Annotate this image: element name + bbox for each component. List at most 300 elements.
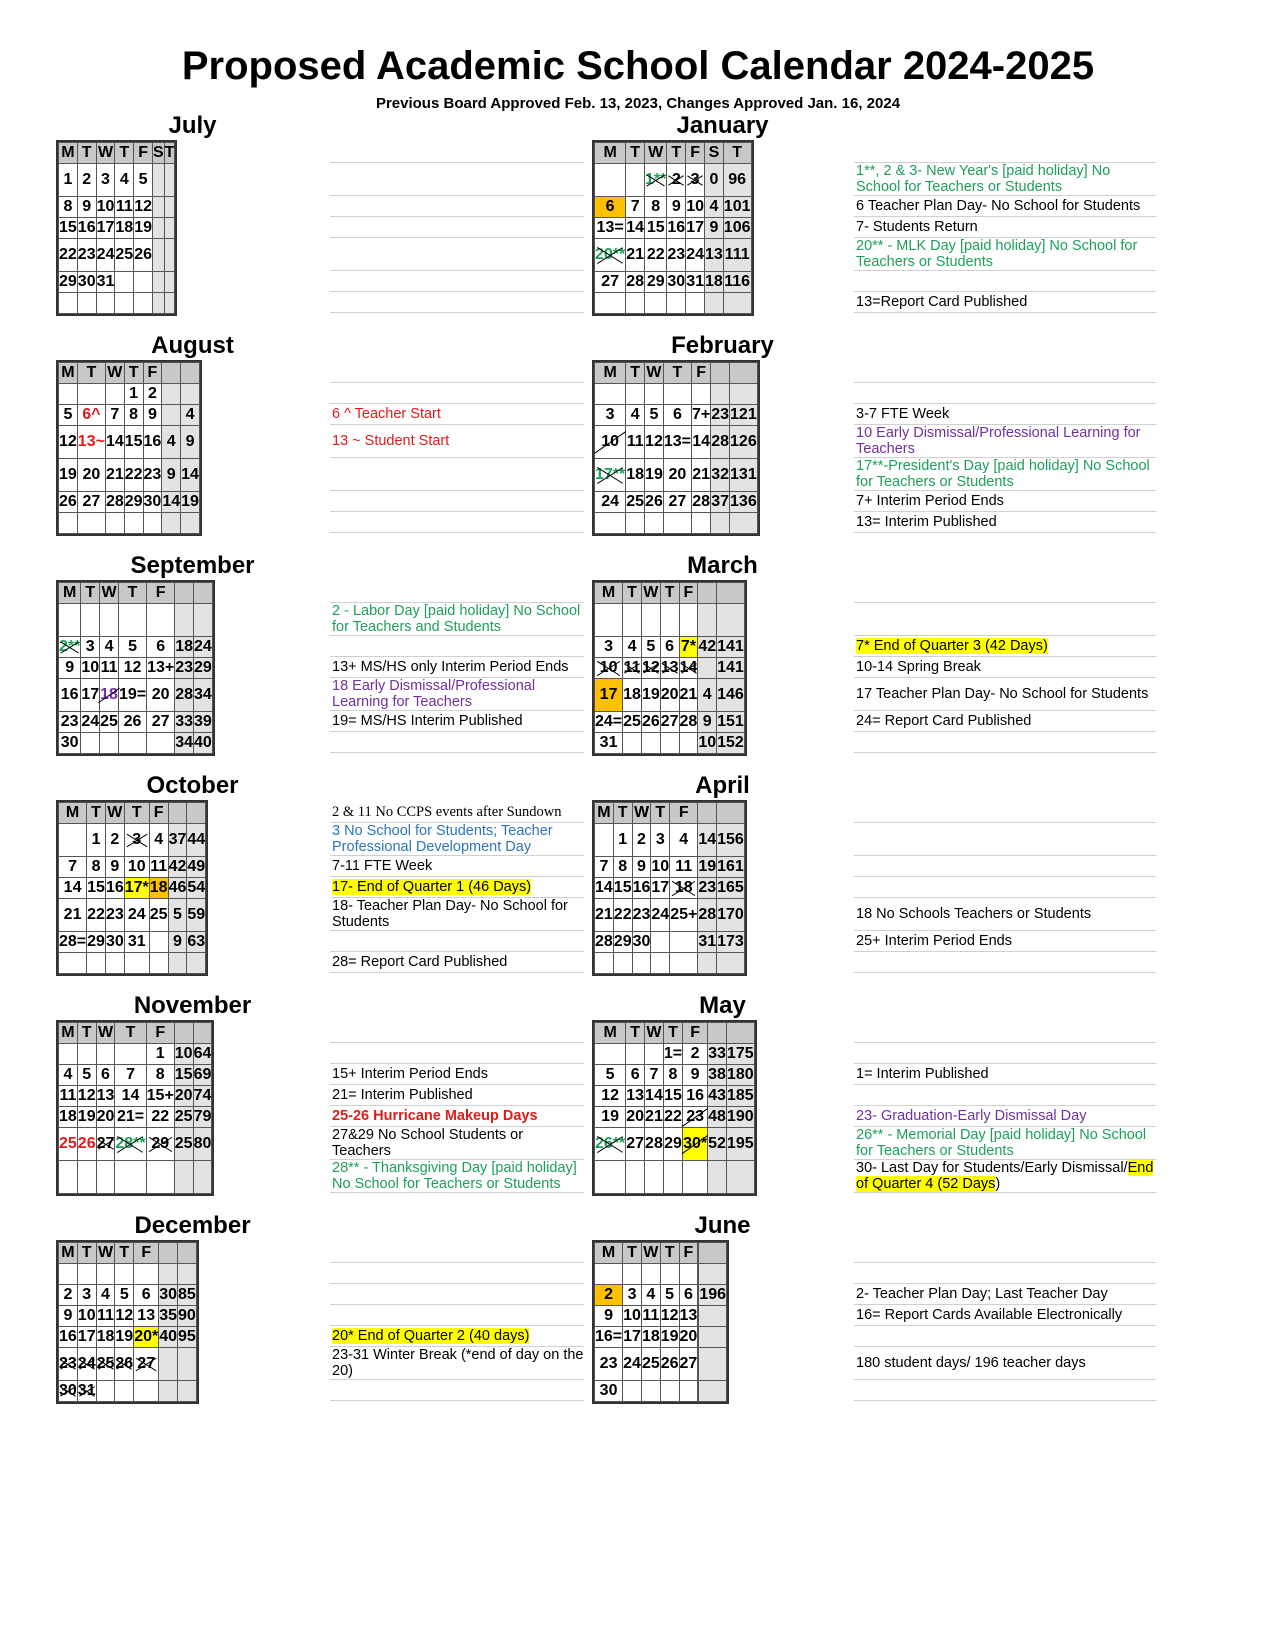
note-line bbox=[854, 1085, 1156, 1106]
day-cell: 30 bbox=[632, 932, 651, 953]
weekday-header: W bbox=[105, 803, 124, 824]
teacher-day-count: 39 bbox=[194, 712, 213, 733]
teacher-day-count: 64 bbox=[193, 1044, 212, 1065]
weekday-header-row bbox=[595, 583, 745, 604]
teacher-day-count bbox=[164, 239, 175, 272]
day-cell: 14 bbox=[679, 658, 698, 679]
week-row bbox=[59, 1128, 212, 1161]
day-cell: 9 bbox=[595, 1306, 623, 1327]
calendar-note: 13=Report Card Published bbox=[856, 294, 1028, 310]
day-cell bbox=[143, 513, 162, 534]
day-cell bbox=[623, 604, 642, 637]
day-cell: 21 bbox=[105, 459, 124, 492]
day-cell bbox=[623, 1264, 642, 1285]
student-day-count: 13 bbox=[705, 239, 724, 272]
day-cell bbox=[118, 604, 146, 637]
day-cell: 2 bbox=[667, 164, 686, 197]
day-cell: 20 bbox=[626, 1107, 645, 1128]
day-cell: 12 bbox=[77, 1086, 96, 1107]
day-cell: 19 bbox=[115, 1327, 134, 1348]
day-cell: 28 bbox=[105, 492, 124, 513]
day-cell: 24 bbox=[96, 239, 115, 272]
month-title: May bbox=[699, 992, 746, 1019]
day-cell: 25 bbox=[100, 712, 119, 733]
note-line bbox=[854, 802, 1156, 823]
day-cell: 12 bbox=[645, 426, 664, 459]
weekday-header: F bbox=[147, 583, 175, 604]
teacher-day-count: 141 bbox=[717, 637, 745, 658]
day-cell: 8 bbox=[87, 857, 106, 878]
day-cell bbox=[124, 513, 143, 534]
weekday-header: T bbox=[115, 143, 134, 164]
day-cell: 19= bbox=[118, 679, 146, 712]
day-cell: 13 bbox=[679, 1306, 698, 1327]
day-cell: 3 bbox=[77, 1285, 96, 1306]
day-cell bbox=[623, 1381, 642, 1402]
day-cell bbox=[641, 1264, 660, 1285]
student-day-count: 38 bbox=[708, 1065, 727, 1086]
day-cell: 31 bbox=[595, 733, 623, 754]
teacher-day-count: 126 bbox=[730, 426, 758, 459]
weekday-header bbox=[698, 803, 717, 824]
weekday-header-row bbox=[59, 583, 213, 604]
day-cell: 25 bbox=[96, 1348, 115, 1381]
student-day-count: 0 bbox=[705, 164, 724, 197]
student-day-count: 28 bbox=[711, 426, 730, 459]
day-cell bbox=[118, 733, 146, 754]
note-line bbox=[330, 1127, 584, 1160]
weekday-header: F bbox=[670, 803, 698, 824]
weekday-header: T bbox=[623, 583, 642, 604]
calendar-note: 15+ Interim Period Ends bbox=[332, 1066, 488, 1082]
note-line bbox=[854, 362, 1156, 383]
day-cell: 26 bbox=[118, 712, 146, 733]
day-cell bbox=[670, 953, 698, 974]
day-cell: 10 bbox=[651, 857, 670, 878]
weekday-header-row bbox=[595, 1243, 727, 1264]
weekday-header: M bbox=[595, 143, 626, 164]
calendar-note: 10 Early Dismissal/Professional Learning for Teachers bbox=[856, 425, 1141, 457]
note-line bbox=[854, 1043, 1156, 1064]
day-cell: 1 bbox=[613, 824, 632, 857]
day-cell: 27 bbox=[595, 272, 626, 293]
teacher-day-count bbox=[726, 1161, 754, 1194]
day-cell: 15 bbox=[663, 1086, 682, 1107]
week-row bbox=[595, 932, 745, 953]
weekday-header: F bbox=[691, 363, 710, 384]
student-day-count bbox=[175, 604, 194, 637]
day-cell: 30 bbox=[595, 1381, 623, 1402]
day-cell: 24= bbox=[595, 712, 623, 733]
day-cell: 29 bbox=[663, 1128, 682, 1161]
student-day-count: 33 bbox=[708, 1044, 727, 1065]
teacher-day-count: 165 bbox=[717, 878, 745, 899]
student-day-count bbox=[159, 1381, 178, 1402]
note-line bbox=[854, 1022, 1156, 1043]
weekday-header: W bbox=[641, 1243, 660, 1264]
student-day-count: 10 bbox=[698, 733, 717, 754]
month-table bbox=[58, 802, 206, 974]
day-cell: 7+ bbox=[691, 405, 710, 426]
note-line bbox=[330, 1347, 584, 1380]
week-row bbox=[595, 405, 758, 426]
weekday-header: T bbox=[77, 1243, 96, 1264]
day-cell: 23 bbox=[595, 1348, 623, 1381]
day-cell bbox=[645, 513, 664, 534]
week-row bbox=[595, 1107, 755, 1128]
day-cell: 29 bbox=[613, 932, 632, 953]
day-cell bbox=[626, 384, 645, 405]
note-line bbox=[854, 877, 1156, 898]
day-cell bbox=[96, 1381, 115, 1402]
day-cell: 21 bbox=[691, 459, 710, 492]
weekday-header: M bbox=[59, 803, 87, 824]
day-cell: 29 bbox=[124, 492, 143, 513]
week-row bbox=[595, 637, 745, 658]
weekday-header bbox=[187, 803, 206, 824]
week-row bbox=[59, 899, 206, 932]
day-cell bbox=[115, 1161, 146, 1194]
teacher-day-count bbox=[699, 1381, 727, 1402]
day-cell bbox=[645, 1161, 664, 1194]
note-line bbox=[330, 458, 584, 491]
week-row bbox=[59, 679, 213, 712]
note-line bbox=[854, 491, 1156, 512]
day-cell: 7 bbox=[645, 1065, 664, 1086]
note-line bbox=[854, 196, 1156, 217]
weekday-header-row bbox=[595, 803, 745, 824]
day-cell: 28** bbox=[115, 1128, 146, 1161]
day-cell: 22 bbox=[146, 1107, 174, 1128]
day-cell bbox=[632, 953, 651, 974]
calendar-note: 2- Teacher Plan Day; Last Teacher Day bbox=[856, 1286, 1108, 1302]
note-line bbox=[330, 678, 584, 711]
teacher-day-count: 131 bbox=[730, 459, 758, 492]
weekday-header-row bbox=[59, 803, 206, 824]
day-cell bbox=[691, 513, 710, 534]
day-cell bbox=[59, 1264, 78, 1285]
note-line bbox=[854, 856, 1156, 877]
week-row bbox=[59, 492, 200, 513]
day-cell: 24 bbox=[81, 712, 100, 733]
day-cell bbox=[595, 604, 623, 637]
weekday-header: F bbox=[686, 143, 705, 164]
day-cell: 29 bbox=[59, 272, 78, 293]
day-cell: 5 bbox=[595, 1065, 626, 1086]
calendar-note: 20** - MLK Day [paid holiday] No School for Teachers or Students bbox=[856, 238, 1138, 270]
calendar-note: 28** - Thanksgiving Day [paid holiday] No School for Teachers or Students bbox=[332, 1160, 577, 1192]
student-day-count: 33 bbox=[175, 712, 194, 733]
note-line bbox=[330, 877, 584, 898]
day-cell: 25 bbox=[623, 712, 642, 733]
week-row bbox=[59, 218, 175, 239]
day-cell bbox=[134, 272, 153, 293]
teacher-day-count: 44 bbox=[187, 824, 206, 857]
day-cell: 18 bbox=[626, 459, 645, 492]
month-title: February bbox=[671, 332, 774, 359]
month-title: January bbox=[676, 112, 769, 139]
week-row bbox=[595, 604, 745, 637]
calendar-note: 13= Interim Published bbox=[856, 514, 997, 530]
note-line bbox=[854, 1160, 1156, 1193]
weekday-header: T bbox=[115, 1023, 146, 1044]
teacher-day-count: 63 bbox=[187, 932, 206, 953]
weekday-header: F bbox=[679, 583, 698, 604]
day-cell bbox=[146, 1161, 174, 1194]
day-cell: 21 bbox=[59, 899, 87, 932]
teacher-day-count: 19 bbox=[181, 492, 200, 513]
teacher-day-count: 95 bbox=[178, 1327, 197, 1348]
day-cell: 30 bbox=[59, 733, 81, 754]
day-cell: 20 bbox=[660, 679, 679, 712]
day-cell: 26 bbox=[59, 492, 78, 513]
teacher-day-count bbox=[164, 272, 175, 293]
week-row bbox=[595, 1348, 727, 1381]
student-day-count: 35 bbox=[159, 1306, 178, 1327]
weekday-header: F bbox=[679, 1243, 698, 1264]
day-cell: 27 bbox=[679, 1348, 698, 1381]
day-cell: 2 bbox=[59, 1285, 78, 1306]
day-cell bbox=[77, 384, 105, 405]
note-line bbox=[854, 732, 1156, 753]
week-row bbox=[595, 878, 745, 899]
note-line bbox=[330, 1284, 584, 1305]
day-cell: 5 bbox=[134, 164, 153, 197]
teacher-day-count bbox=[181, 384, 200, 405]
student-day-count: 18 bbox=[175, 637, 194, 658]
day-cell bbox=[663, 384, 691, 405]
student-day-count: 43 bbox=[708, 1086, 727, 1107]
day-cell bbox=[115, 293, 134, 314]
day-cell: 12 bbox=[595, 1086, 626, 1107]
day-cell bbox=[679, 1264, 698, 1285]
student-day-count: 19 bbox=[698, 857, 717, 878]
weekday-header bbox=[181, 363, 200, 384]
day-cell bbox=[595, 953, 614, 974]
teacher-day-count bbox=[194, 604, 213, 637]
note-line bbox=[330, 1043, 584, 1064]
week-row bbox=[59, 272, 175, 293]
day-cell: 25 bbox=[626, 492, 645, 513]
teacher-day-count bbox=[178, 1264, 197, 1285]
note-line bbox=[330, 582, 584, 603]
calendar-note: 21= Interim Published bbox=[332, 1087, 473, 1103]
week-row bbox=[595, 824, 745, 857]
day-cell: 12 bbox=[115, 1306, 134, 1327]
teacher-day-count bbox=[164, 197, 175, 218]
weekday-header: F bbox=[683, 1023, 708, 1044]
day-cell: 12 bbox=[134, 197, 153, 218]
student-day-count: 30 bbox=[159, 1285, 178, 1306]
weekday-header: T bbox=[77, 1023, 96, 1044]
weekday-header: F bbox=[143, 363, 162, 384]
day-cell: 15 bbox=[124, 426, 143, 459]
note-line bbox=[854, 512, 1156, 533]
weekday-header-row bbox=[59, 143, 175, 164]
month-table bbox=[594, 1242, 727, 1402]
student-day-count bbox=[698, 953, 717, 974]
day-cell: 2 bbox=[105, 824, 124, 857]
month-table bbox=[58, 582, 213, 754]
note-line bbox=[854, 1326, 1156, 1347]
note-line bbox=[330, 952, 584, 973]
day-cell: 5 bbox=[115, 1285, 134, 1306]
teacher-day-count: 49 bbox=[187, 857, 206, 878]
teacher-day-count bbox=[164, 293, 175, 314]
month-title: July bbox=[168, 112, 217, 139]
day-cell: 31 bbox=[96, 272, 115, 293]
weekday-header bbox=[699, 1243, 727, 1264]
student-day-count bbox=[162, 384, 181, 405]
note-line bbox=[330, 823, 584, 856]
weekday-header bbox=[726, 1023, 754, 1044]
day-cell: 3 bbox=[595, 637, 623, 658]
calendar-note: 23- Graduation-Early Dismissal Day bbox=[856, 1108, 1087, 1124]
page-subtitle: Previous Board Approved Feb. 13, 2023, Changes Approved Jan. 16, 2024 bbox=[375, 95, 901, 112]
day-cell: 30 bbox=[143, 492, 162, 513]
week-row bbox=[595, 272, 752, 293]
day-cell bbox=[149, 932, 168, 953]
weekday-header: M bbox=[59, 143, 78, 164]
weekday-header bbox=[193, 1023, 212, 1044]
day-cell: 27 bbox=[134, 1348, 159, 1381]
day-cell: 26 bbox=[134, 239, 153, 272]
weekday-header: T bbox=[667, 143, 686, 164]
day-cell bbox=[623, 733, 642, 754]
note-line bbox=[330, 931, 584, 952]
weekday-header: M bbox=[59, 583, 81, 604]
calendar-note: 10-14 Spring Break bbox=[856, 659, 981, 675]
note-line bbox=[854, 1106, 1156, 1127]
day-cell: 19 bbox=[641, 679, 660, 712]
month-title: November bbox=[133, 992, 252, 1019]
day-cell: 20** bbox=[595, 239, 626, 272]
day-cell: 20 bbox=[147, 679, 175, 712]
week-row bbox=[595, 899, 745, 932]
day-cell: 28 bbox=[626, 272, 645, 293]
week-row bbox=[59, 293, 175, 314]
day-cell bbox=[149, 953, 168, 974]
student-day-count: 4 bbox=[698, 679, 717, 712]
day-cell: 17** bbox=[595, 459, 626, 492]
week-row bbox=[59, 197, 175, 218]
day-cell: 1= bbox=[663, 1044, 682, 1065]
week-row bbox=[59, 1348, 197, 1381]
note-line bbox=[330, 425, 584, 458]
day-cell: 4 bbox=[96, 1285, 115, 1306]
day-cell: 17* bbox=[124, 878, 149, 899]
day-cell: 22 bbox=[87, 899, 106, 932]
day-cell bbox=[595, 293, 626, 314]
teacher-day-count: 9 bbox=[181, 426, 200, 459]
day-cell: 24 bbox=[77, 1348, 96, 1381]
weekday-header: T bbox=[81, 583, 100, 604]
teacher-day-count: 111 bbox=[723, 239, 751, 272]
teacher-day-count: 106 bbox=[723, 218, 751, 239]
note-line bbox=[854, 404, 1156, 425]
week-row bbox=[59, 604, 213, 637]
note-line bbox=[330, 491, 584, 512]
student-day-count: 15 bbox=[174, 1065, 193, 1086]
note-line bbox=[330, 1085, 584, 1106]
day-cell: 2 bbox=[143, 384, 162, 405]
weekday-header bbox=[711, 363, 730, 384]
month-title: March bbox=[687, 552, 758, 579]
student-day-count: 14 bbox=[698, 824, 717, 857]
weekday-header: M bbox=[595, 1243, 623, 1264]
week-row bbox=[59, 1161, 212, 1194]
calendar-note: 7- Students Return bbox=[856, 219, 978, 235]
day-cell: 21 bbox=[679, 679, 698, 712]
day-cell: 23 bbox=[59, 712, 81, 733]
weekday-header: T bbox=[77, 143, 96, 164]
day-cell bbox=[626, 293, 645, 314]
day-cell: 13 bbox=[96, 1086, 115, 1107]
page-title: Proposed Academic School Calendar 2024-2025 bbox=[181, 44, 1095, 88]
day-cell: 5 bbox=[645, 405, 664, 426]
teacher-day-count: 34 bbox=[194, 679, 213, 712]
calendar-note: 19= MS/HS Interim Published bbox=[332, 713, 523, 729]
weekday-header: T bbox=[115, 1243, 134, 1264]
day-cell: 2** bbox=[59, 637, 81, 658]
week-row bbox=[59, 459, 200, 492]
weekday-header: T bbox=[77, 363, 105, 384]
day-cell: 18 bbox=[641, 1327, 660, 1348]
month-table bbox=[58, 1022, 212, 1194]
note-line bbox=[854, 142, 1156, 163]
calendar-note: 2 - Labor Day [paid holiday] No School for Teachers and Students bbox=[332, 603, 581, 635]
note-line bbox=[330, 163, 584, 196]
note-line bbox=[330, 142, 584, 163]
teacher-day-count: 152 bbox=[717, 733, 745, 754]
week-row bbox=[595, 1327, 727, 1348]
note-line bbox=[854, 657, 1156, 678]
note-line bbox=[330, 1022, 584, 1043]
day-cell: 6 bbox=[626, 1065, 645, 1086]
week-row bbox=[595, 459, 758, 492]
day-cell: 4 bbox=[626, 405, 645, 426]
week-row bbox=[59, 426, 200, 459]
day-cell: 3 bbox=[651, 824, 670, 857]
note-line bbox=[330, 1106, 584, 1127]
weekday-header: M bbox=[595, 363, 626, 384]
teacher-day-count: 141 bbox=[717, 658, 745, 679]
week-row bbox=[59, 239, 175, 272]
day-cell bbox=[667, 293, 686, 314]
day-cell bbox=[100, 604, 119, 637]
day-cell: 3 bbox=[96, 164, 115, 197]
day-cell bbox=[59, 384, 78, 405]
day-cell: 28 bbox=[691, 492, 710, 513]
student-day-count bbox=[174, 1161, 193, 1194]
day-cell: 21= bbox=[115, 1107, 146, 1128]
teacher-day-count bbox=[187, 953, 206, 974]
weekday-header: F bbox=[146, 1023, 174, 1044]
weekday-header: W bbox=[105, 363, 124, 384]
calendar-note: 17**-President's Day [paid holiday] No School for Teachers or Students bbox=[856, 458, 1150, 490]
student-day-count bbox=[152, 272, 164, 293]
week-row bbox=[59, 857, 206, 878]
teacher-day-count: 40 bbox=[194, 733, 213, 754]
day-cell: 23 bbox=[77, 239, 96, 272]
student-day-count bbox=[152, 239, 164, 272]
week-row bbox=[595, 1306, 727, 1327]
note-line bbox=[330, 898, 584, 931]
student-day-count: 42 bbox=[698, 637, 717, 658]
day-cell bbox=[81, 733, 100, 754]
student-day-count bbox=[705, 293, 724, 314]
note-line bbox=[854, 292, 1156, 313]
